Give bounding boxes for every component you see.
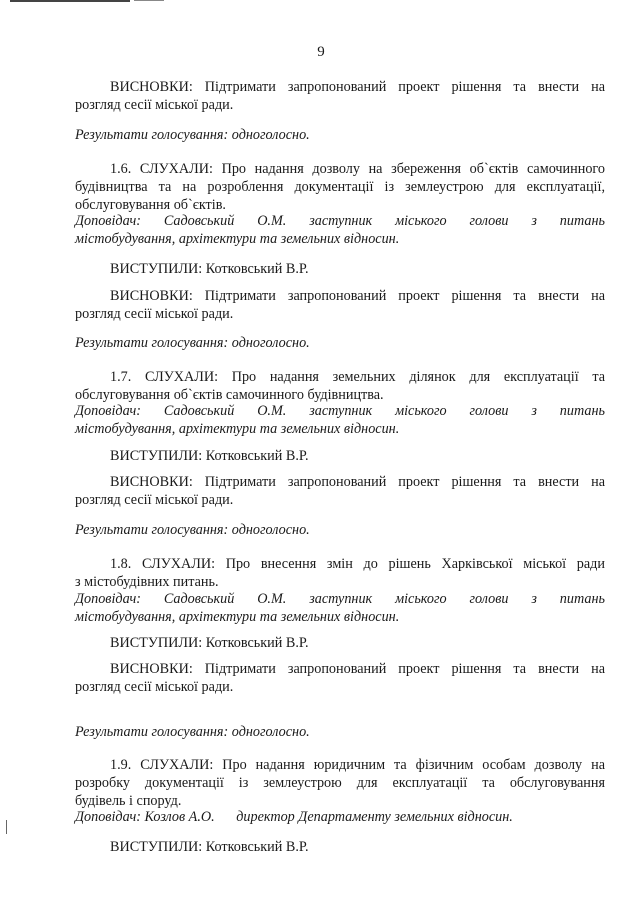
speaker-line: містобудування, архітектури та земельних відносин. bbox=[75, 609, 400, 625]
scan-artifact-line bbox=[10, 0, 130, 2]
conclusions-block bbox=[75, 78, 605, 114]
agenda-item-1-9 bbox=[75, 756, 605, 810]
speaker-line: містобудування, архітектури та земельних відносин. bbox=[75, 421, 400, 437]
speaker-role: директор Департаменту земельних відносин. bbox=[236, 809, 513, 825]
agenda-line: 1.8. СЛУХАЛИ: Про внесення змін до рішень Харківської міської ради bbox=[110, 556, 605, 572]
speaker-word: з bbox=[531, 591, 537, 607]
speaker-word: голови bbox=[469, 403, 509, 419]
speaker-word: Доповідач: bbox=[75, 213, 141, 229]
speaker-word: Садовський bbox=[163, 403, 235, 419]
conclusions-block bbox=[75, 287, 605, 323]
speaker-word: О.М. bbox=[257, 591, 287, 607]
speaker-word: міського bbox=[395, 591, 447, 607]
agenda-line: 1.7. СЛУХАЛИ: Про надання земельних ділянок для експлуатації та bbox=[110, 369, 605, 385]
speaker-word: заступник bbox=[309, 403, 373, 419]
speaker-word: міського bbox=[395, 213, 447, 229]
scan-artifact-line bbox=[134, 0, 164, 1]
speaker-word: питань bbox=[559, 403, 605, 419]
speaker-word: заступник bbox=[309, 213, 373, 229]
speaker-name: Доповідач: Козлов А.О. bbox=[75, 809, 215, 825]
speaker-word: Доповідач: bbox=[75, 591, 141, 607]
speaker-word: питань bbox=[559, 591, 605, 607]
agenda-item-1-7 bbox=[75, 368, 605, 404]
speaker-block bbox=[75, 212, 605, 248]
speakers-line: ВИСТУПИЛИ: Котковський В.Р. bbox=[110, 448, 309, 464]
agenda-line: обслуговування об`єктів. bbox=[75, 197, 226, 213]
speaker-word: Доповідач: bbox=[75, 403, 141, 419]
speaker-line bbox=[75, 212, 605, 230]
speaker-line: містобудування, архітектури та земельних відносин. bbox=[75, 231, 400, 247]
speakers-line: ВИСТУПИЛИ: Котковський В.Р. bbox=[110, 839, 309, 855]
speaker-word: Садовський bbox=[163, 591, 235, 607]
speakers-line: ВИСТУПИЛИ: Котковський В.Р. bbox=[110, 635, 309, 651]
speaker-block bbox=[75, 808, 605, 826]
voting-result: Результати голосування: одноголосно. bbox=[75, 522, 310, 538]
conclusions-line: ВИСНОВКИ: Підтримати запропонований проект рішення та внести на bbox=[110, 474, 605, 490]
speaker-word: з bbox=[531, 403, 537, 419]
conclusions-line: розгляд сесії міської ради. bbox=[75, 306, 234, 322]
scan-margin-mark bbox=[6, 820, 7, 834]
speaker-word: О.М. bbox=[257, 403, 287, 419]
speaker-word: міського bbox=[395, 403, 447, 419]
speaker-block bbox=[75, 402, 605, 438]
agenda-line: з містобудівних питань. bbox=[75, 574, 219, 590]
agenda-item-1-8 bbox=[75, 555, 605, 591]
speaker-word: заступник bbox=[309, 591, 373, 607]
agenda-line: обслуговування об`єктів самочинного будівництва. bbox=[75, 387, 384, 403]
speaker-word: питань bbox=[559, 213, 605, 229]
speaker-word: голови bbox=[469, 213, 509, 229]
agenda-line: розробку документації із землеустрою для експлуатації та обслуговування bbox=[75, 775, 605, 791]
agenda-line: 1.6. СЛУХАЛИ: Про надання дозволу на збереження об`єктів самочинного bbox=[110, 161, 605, 177]
conclusions-line: ВИСНОВКИ: Підтримати запропонований проект рішення та внести на bbox=[110, 661, 605, 677]
agenda-line: 1.9. СЛУХАЛИ: Про надання юридичним та фізичним особам дозволу на bbox=[110, 757, 605, 773]
voting-result: Результати голосування: одноголосно. bbox=[75, 127, 310, 143]
agenda-line: будівництва та на розроблення документації із землеустрою для експлуатації, bbox=[75, 179, 605, 195]
voting-result: Результати голосування: одноголосно. bbox=[75, 724, 310, 740]
speaker-word: О.М. bbox=[257, 213, 287, 229]
conclusions-line: розгляд сесії міської ради. bbox=[75, 97, 234, 113]
conclusions-block bbox=[75, 473, 605, 509]
speaker-word: голови bbox=[469, 591, 509, 607]
conclusions-block bbox=[75, 660, 605, 696]
conclusions-line: ВИСНОВКИ: Підтримати запропонований проект рішення та внести на bbox=[110, 79, 605, 95]
conclusions-line: ВИСНОВКИ: Підтримати запропонований проект рішення та внести на bbox=[110, 288, 605, 304]
conclusions-line: розгляд сесії міської ради. bbox=[75, 492, 234, 508]
speaker-word: Садовський bbox=[163, 213, 235, 229]
speaker-line bbox=[75, 590, 605, 608]
conclusions-line: розгляд сесії міської ради. bbox=[75, 679, 234, 695]
page-number: 9 bbox=[317, 44, 325, 60]
speaker-line bbox=[75, 402, 605, 420]
agenda-line: будівель і споруд. bbox=[75, 793, 182, 809]
speakers-line: ВИСТУПИЛИ: Котковський В.Р. bbox=[110, 261, 309, 277]
agenda-item-1-6 bbox=[75, 160, 605, 214]
speaker-block bbox=[75, 590, 605, 626]
speaker-word: з bbox=[531, 213, 537, 229]
voting-result: Результати голосування: одноголосно. bbox=[75, 335, 310, 351]
